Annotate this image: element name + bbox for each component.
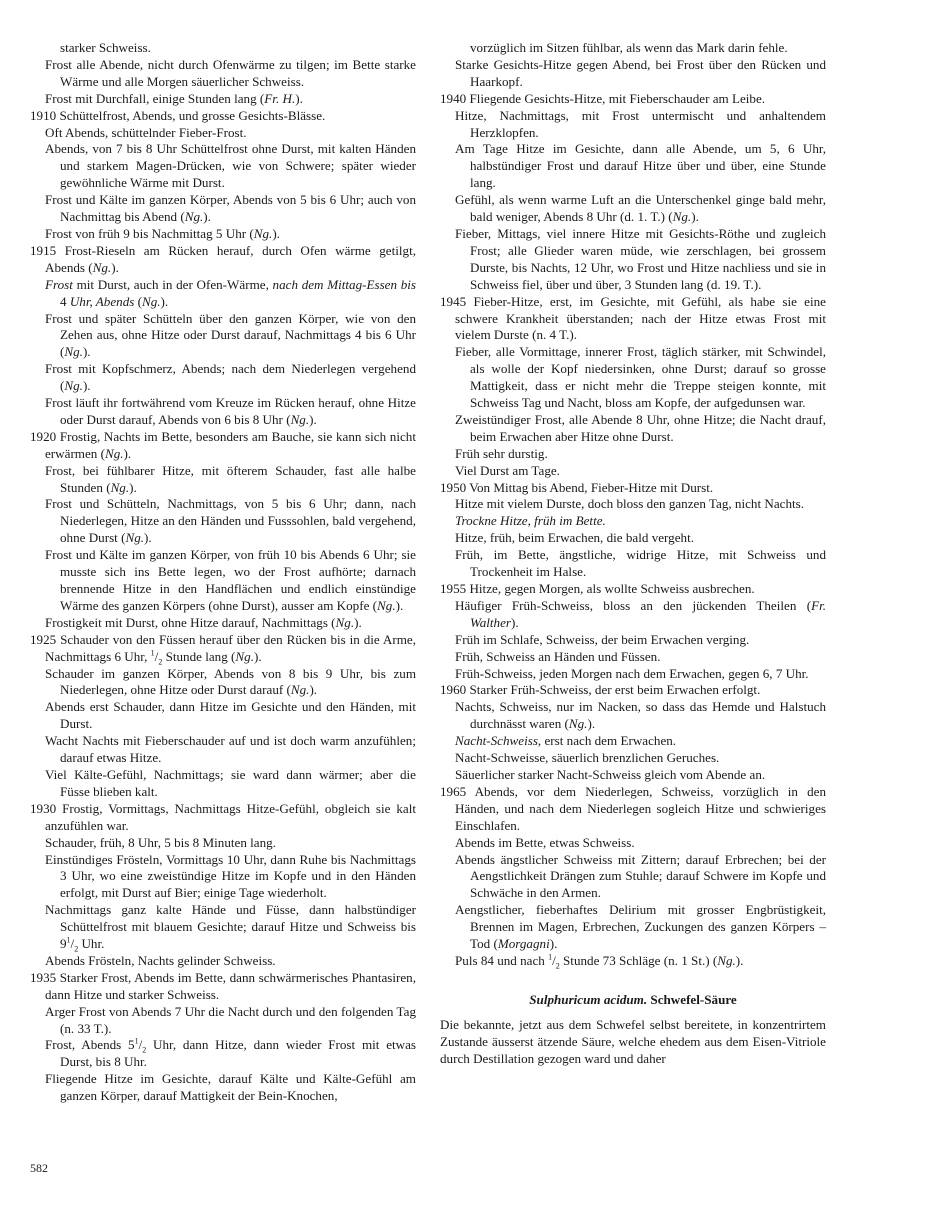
symptom-entry: Frost, bei fühlbarer Hitze, mit öfterem Schauder, fast alle halbe Stunden (Ng.). <box>45 462 416 495</box>
symptom-entry: 1950 Von Mittag bis Abend, Fieber-Hitze mit Durst. <box>440 479 714 495</box>
symptom-entry: Frostigkeit mit Durst, ohne Hitze darauf, Nachmittags (Ng.). <box>45 614 362 630</box>
intro-paragraph: Die bekannte, jetzt aus dem Schwefel selbst bereitete, in konzentrirtem Zustande äusserst ätzende Säure, welche ehedem aus dem Eisen-Vitriole durch Destillation gezogen ward und daher <box>440 1016 826 1066</box>
symptom-entry: Nacht-Schweisse, säuerlich brenzlichen Geruches. <box>455 750 720 766</box>
symptom-entry: Gefühl, als wenn warme Luft an die Unterschenkel ginge bald mehr, bald weniger, Abends 8 Uhr (d. 1. T.) (Ng.). <box>455 192 826 225</box>
symptom-entry: 1915 Frost-Rieseln am Rücken herauf, durch Ofen wärme getilgt, Abends (Ng.). <box>30 242 416 275</box>
symptom-entry: 1955 Hitze, gegen Morgen, als wollte Schweiss ausbrechen. <box>440 581 755 596</box>
symptom-entry: Hitze mit vielem Durste, doch bloss den ganzen Tag, nicht Nachts. <box>455 496 805 512</box>
heading-title-italic: Sulphuricum acidum. <box>529 991 648 1007</box>
symptom-entry: Früh im Schlafe, Schweiss, der beim Erwachen verging. <box>455 631 750 647</box>
right-entries <box>440 40 826 970</box>
symptom-entry: 1960 Starker Früh-Schweiss, der erst beim Erwachen erfolgt. <box>440 682 761 698</box>
symptom-entry: Abends ängstlicher Schweiss mit Zittern; darauf Erbrechen; bei der Aengstlichkeit Drängen zum Stuhle; darauf Schwere im Kopfe und Schwäche in den Armen. <box>455 851 826 901</box>
symptom-entry: 1920 Frostig, Nachts im Bette, besonders am Bauche, sie kann sich nicht erwärmen (Ng.). <box>30 428 416 461</box>
symptom-entry: Früh sehr durstig. <box>455 445 548 461</box>
symptom-entry: Häufiger Früh-Schweiss, bloss an den jückenden Theilen (Fr. Walther). <box>455 597 826 630</box>
symptom-entry: Frost und Kälte im ganzen Körper, von früh 10 bis Abends 6 Uhr; sie musste sich ins Bette legen, wo der Frost aufhörte; darnach brennende Hitze in den Handflächen und endlich einstündige Wärme des ganzen Körpers (ohne Durst), ausser am Kopfe (Ng.). <box>45 547 416 613</box>
symptom-entry: 1910 Schüttelfrost, Abends, und grosse Gesichts-Blässe. <box>30 107 326 123</box>
symptom-entry: Schauder im ganzen Körper, Abends von 8 bis 9 Uhr, bis zum Niederlegen, ohne Hitze oder Durst darauf (Ng.). <box>45 665 416 698</box>
symptom-entry: Frost und später Schütteln über den ganzen Körper, wie von den Zehen aus, ohne Hitze oder Durst darauf, Nachmittags 4 bis 6 Uhr (Ng.). <box>45 310 416 360</box>
symptom-entry: Frost, Abends $5^1/_2$ Uhr, dann Hitze, dann wieder Frost mit etwas Durst, bis 8 Uhr. <box>45 1037 417 1070</box>
symptom-entry: Trockne Hitze, früh im Bette. <box>455 513 606 529</box>
symptom-entry: Starke Gesichts-Hitze gegen Abend, bei Frost über den Rücken und Haarkopf. <box>455 56 826 89</box>
symptom-entry: 1945 Fieber-Hitze, erst, im Gesichte, mit Gefühl, als habe sie eine schwere Krankheit überstanden; nach der Hitze etwas Frost mit vielem Durste (n. 4 T.). <box>440 293 826 343</box>
symptom-entry: Frost mit Kopfschmerz, Abends; nach dem Niederlegen vergehend (Ng.). <box>45 361 416 394</box>
symptom-entry: Viel Durst am Tage. <box>455 462 560 478</box>
symptom-entry: Arger Frost von Abends 7 Uhr die Nacht durch und den folgenden Tag (n. 33 T.). <box>45 1003 416 1036</box>
symptom-entry: Am Tage Hitze im Gesichte, dann alle Abende, um 5, 6 Uhr, halbstündiger Frost und darauf Hitze über und über, eine Stunde lang. <box>455 141 826 191</box>
symptom-entry: Abends Frösteln, Nachts gelinder Schweiss. <box>45 952 276 968</box>
symptom-entry: Früh, Schweiss an Händen und Füssen. <box>455 648 661 664</box>
section-heading <box>440 992 826 1009</box>
symptom-entry: Einstündiges Frösteln, Vormittags 10 Uhr, dann Ruhe bis Nachmittags 3 Uhr, wo eine zweistündige Hitze im Kopfe und in den Händen erfolgt, mit Durst auf Bier; einige Tage wiederholt. <box>45 851 416 901</box>
symptom-entry: Puls 84 und nach $^1/_2$ Stunde 73 Schläge (n. 1 St.) (Ng.). <box>455 952 744 971</box>
symptom-entry: Frost läuft ihr fortwährend vom Kreuze im Rücken herauf, ohne Hitze oder Durst darauf, Abends von 6 bis 8 Uhr (Ng.). <box>45 395 416 427</box>
symptom-entry: Nacht-Schweiss, erst nach dem Erwachen. <box>455 733 677 749</box>
symptom-entry: Wacht Nachts mit Fieberschauder auf und ist doch warm anzufühlen; darauf etwas Hitze. <box>45 733 416 766</box>
right-column <box>440 40 826 1067</box>
symptom-entry: Frost alle Abende, nicht durch Ofenwärme zu tilgen; im Bette starke Wärme und alle Morgen säuerlicher Schweiss. <box>45 56 416 89</box>
heading-title-rest: Schwefel-Säure <box>650 991 737 1007</box>
symptom-entry: Frost mit Durchfall, einige Stunden lang (Fr. H.). <box>45 90 303 106</box>
symptom-entry: Früh, im Bette, ängstliche, widrige Hitze, mit Schweiss und Trockenheit im Halse. <box>455 547 826 580</box>
symptom-entry: 1965 Abends, vor dem Niederlegen, Schweiss, vorzüglich in den Händen, und nach dem Niederlegen sogleich Hitze und schwieriges Einschlafen. <box>440 783 826 833</box>
symptom-entry: 1925 Schauder von den Füssen herauf über den Rücken bis in die Arme, Nachmittags 6 Uhr, $^1/_2$ Stunde lang (Ng.). <box>30 631 416 667</box>
symptom-entry: Frost mit Durst, auch in der Ofen-Wärme, nach dem Mittag-Essen bis 4 Uhr, Abends (Ng.). <box>45 276 416 309</box>
symptom-entry: 1935 Starker Frost, Abends im Bette, dann schwärmerisches Phantasiren, dann Hitze und starker Schweiss. <box>30 969 416 1002</box>
symptom-entry: vorzüglich im Sitzen fühlbar, als wenn das Mark darin fehle. <box>470 40 788 55</box>
symptom-entry: Nachmittags ganz kalte Hände und Füsse, dann halbstündiger Schüttelfrost mit blauem Gesichte; darauf Hitze und Schweiss bis $9^1/_2$ Uhr. <box>45 902 416 954</box>
symptom-entry: Säuerlicher starker Nacht-Schweiss gleich vom Abende an. <box>455 766 766 782</box>
symptom-entry: Aengstlicher, fieberhaftes Delirium mit grosser Engbrüstigkeit, Brennen im Magen, Erbrechen, Zuckungen des ganzen Körpers – Tod (Morgagni). <box>455 902 826 952</box>
symptom-entry: Abends erst Schauder, dann Hitze im Gesichte und den Händen, mit Durst. <box>45 699 416 732</box>
symptom-entry: Hitze, Nachmittags, mit Frost untermischt und anhaltendem Herzklopfen. <box>455 107 826 140</box>
symptom-entry: Frost und Schütteln, Nachmittags, von 5 bis 6 Uhr; dann, nach Niederlegen, Hitze an den Händen und Fusssohlen, bald vergehend, ohne Durst (Ng.). <box>45 496 416 546</box>
symptom-entry: Hitze, früh, beim Erwachen, die bald vergeht. <box>455 530 694 546</box>
symptom-entry: 1940 Fliegende Gesichts-Hitze, mit Fieberschauder am Leibe. <box>440 90 766 106</box>
symptom-entry: Fliegende Hitze im Gesichte, darauf Kälte und Kälte-Gefühl am ganzen Körper, darauf Mattigkeit der Bein-Knochen, <box>45 1071 416 1104</box>
symptom-entry: Oft Abends, schüttelnder Fieber-Frost. <box>45 124 247 140</box>
symptom-entry: Fieber, alle Vormittage, innerer Frost, täglich stärker, mit Schwindel, als wolle der Kopf niedersinken, ohne Durst; darauf so grosse Mattigkeit, dass er nicht mehr die Treppe steigen konnte, mit Schweiss Tag und Nacht, bloss am Kopfe, der aufgedunsen war. <box>455 344 826 411</box>
symptom-entry: Abends im Bette, etwas Schweiss. <box>455 834 635 850</box>
symptom-entry: Frost von früh 9 bis Nachmittag 5 Uhr (Ng.). <box>45 225 280 241</box>
symptom-entry: Nachts, Schweiss, nur im Nacken, so dass das Hemde und Halstuch durchnässt waren (Ng.). <box>455 699 826 732</box>
symptom-entry: Früh-Schweiss, jeden Morgen nach dem Erwachen, gegen 6, 7 Uhr. <box>455 665 809 681</box>
symptom-entry: Abends, von 7 bis 8 Uhr Schüttelfrost ohne Durst, mit kalten Händen und starkem Magen-Drücken, wie von Schwere; später wieder gewöhnliche Wärme mit Durst. <box>45 141 416 191</box>
symptom-entry: Viel Kälte-Gefühl, Nachmittags; sie ward dann wärmer; aber die Füsse blieben kalt. <box>45 766 416 799</box>
symptom-entry: Schauder, früh, 8 Uhr, 5 bis 8 Minuten lang. <box>45 834 276 850</box>
symptom-entry: 1930 Frostig, Vormittags, Nachmittags Hitze-Gefühl, obgleich sie kalt anzufühlen war. <box>30 800 416 833</box>
symptom-entry: starker Schweiss. <box>60 40 151 55</box>
symptom-entry: Zweistündiger Frost, alle Abende 8 Uhr, ohne Hitze; die Nacht drauf, beim Erwachen aber Hitze ohne Durst. <box>455 411 826 444</box>
symptom-entry: Fieber, Mittags, viel innere Hitze mit Gesichts-Röthe und zugleich Frost; alle Glieder waren müde, wie zerschlagen, bei grossem Durste, bis Nachts, 12 Uhr, wo Frost und Hitze nachliess und sie in Schweiss fiel, über und über, 3 Stunden lang (d. 19. T.). <box>455 225 826 292</box>
page-number: 582 <box>30 1161 48 1175</box>
left-column <box>30 40 416 1105</box>
symptom-entry: Frost und Kälte im ganzen Körper, Abends von 5 bis 6 Uhr; auch von Nachmittag bis Abend (Ng.). <box>45 192 416 225</box>
